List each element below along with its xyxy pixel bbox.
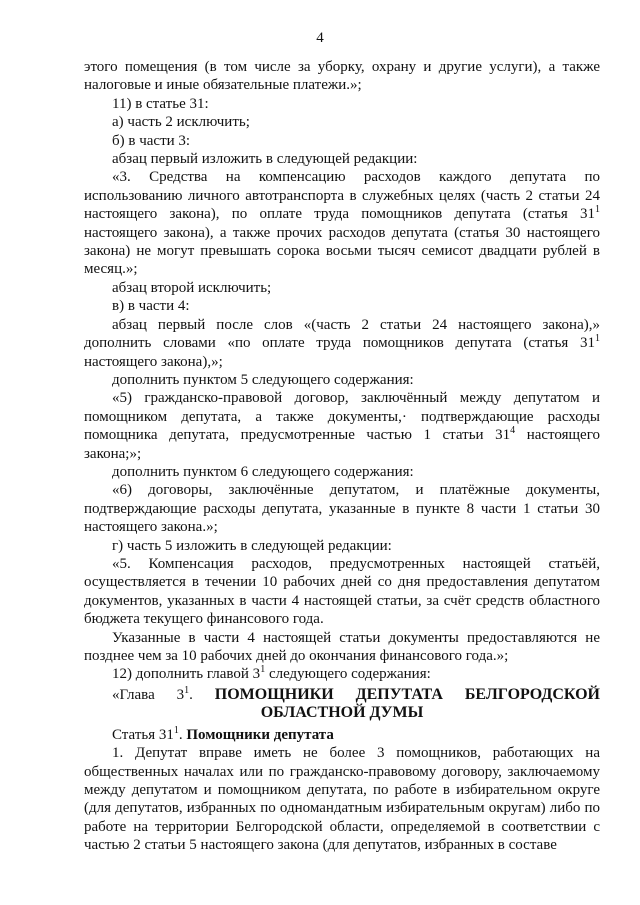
- paragraph: дополнить пунктом 6 следующего содержания:: [112, 463, 414, 480]
- paragraph: б) в части 3:: [112, 132, 191, 149]
- paragraph: дополнить пунктом 5 следующего содержания:: [112, 371, 414, 388]
- quoted-item-6: «6) договоры, заключённые депутатом, и платёжные документы, подтверждающие расходы депутата, указанные в пункте 8 части 1 статьи 30 настоящего закона.»;: [84, 482, 600, 536]
- paragraph-add-chapter: 12) дополнить главой $3^1$ следующего содержания:: [112, 664, 431, 683]
- document-body: [84, 58, 600, 855]
- chapter-heading: [84, 686, 600, 704]
- paragraph: 11) в статье 31:: [112, 95, 209, 112]
- paragraph: абзац первый изложить в следующей редакции:: [112, 151, 418, 168]
- paragraph: этого помещения (в том числе за уборку, охрану и другие услуги), а также налоговые и иные обязательные платежи.»;: [84, 59, 600, 94]
- paragraph: в) в части 4:: [112, 298, 190, 315]
- chapter-prefix: «Глава: [112, 686, 155, 703]
- quoted-part-5: «5. Компенсация расходов, предусмотренных настоящей статьёй, осуществляется в течении 10 рабочих дней со дня предоставления депутатом документов, указанных в части 4 настоящей статьи, за счёт средств областного бюджета текущего финансового года.: [84, 555, 600, 628]
- quoted-paragraph-3: «3. Средства на компенсацию расходов каждого депутата по использованию личного автотранспорта в служебных целях (часть 2 статьи 24 настоящего закона), по оплате труда помощников депутата (статья $31^1$ настоящего закона), а также прочих расходов депутата (статья 30 настоящего закона) не могут превышать сорока восьми тысяч семисот двадцати рублей в месяц.»;: [84, 169, 600, 278]
- paragraph-abzac-first: абзац первый после слов «(часть 2 статьи 24 настоящего закона),» дополнить словами «по оплате труда помощников депутата (статья $31^1$ настоящего закона),»;: [84, 316, 600, 370]
- chapter-title-word: ДЕПУТАТА: [355, 685, 443, 703]
- chapter-number: $3^1$.: [176, 684, 193, 703]
- chapter-title-line2: ОБЛАСТНОЙ ДУМЫ: [260, 703, 424, 721]
- paragraph: а) часть 2 исключить;: [112, 114, 250, 131]
- paragraph: г) часть 5 изложить в следующей редакции:: [112, 537, 392, 554]
- chapter-title-word: БЕЛГОРОДСКОЙ: [464, 685, 600, 703]
- article-heading: Статья $31^1$. Помощники депутата: [112, 724, 334, 743]
- quoted-item-5: «5) гражданско-правовой договор, заключённый между депутатом и помощником депутата, а также документы,· подтверждающие расходы помощника депутата, предусмотренные частью 1 статьи $31^4$ настоящего закона;»;: [84, 390, 600, 462]
- page-number: 4: [316, 30, 324, 46]
- chapter-title-word: ПОМОЩНИКИ: [214, 685, 334, 703]
- paragraph: Указанные в части 4 настоящей статьи документы предоставляются не позднее чем за 10 рабочих дней до окончания финансового года.»;: [84, 629, 600, 664]
- paragraph: абзац второй исключить;: [112, 279, 272, 296]
- article-paragraph-1: 1. Депутат вправе иметь не более 3 помощников, работающих на общественных началах или по гражданско-правовому договору, заключаемому между депутатом и помощником депутата, по работе в избирательном округе (для депутатов, избранных по одномандатным избирательным округам) либо по работе на территории Белгородской области, определяемой в соответствии с частью 2 статьи 5 настоящего закона (для депутатов, избранных в составе: [84, 745, 600, 854]
